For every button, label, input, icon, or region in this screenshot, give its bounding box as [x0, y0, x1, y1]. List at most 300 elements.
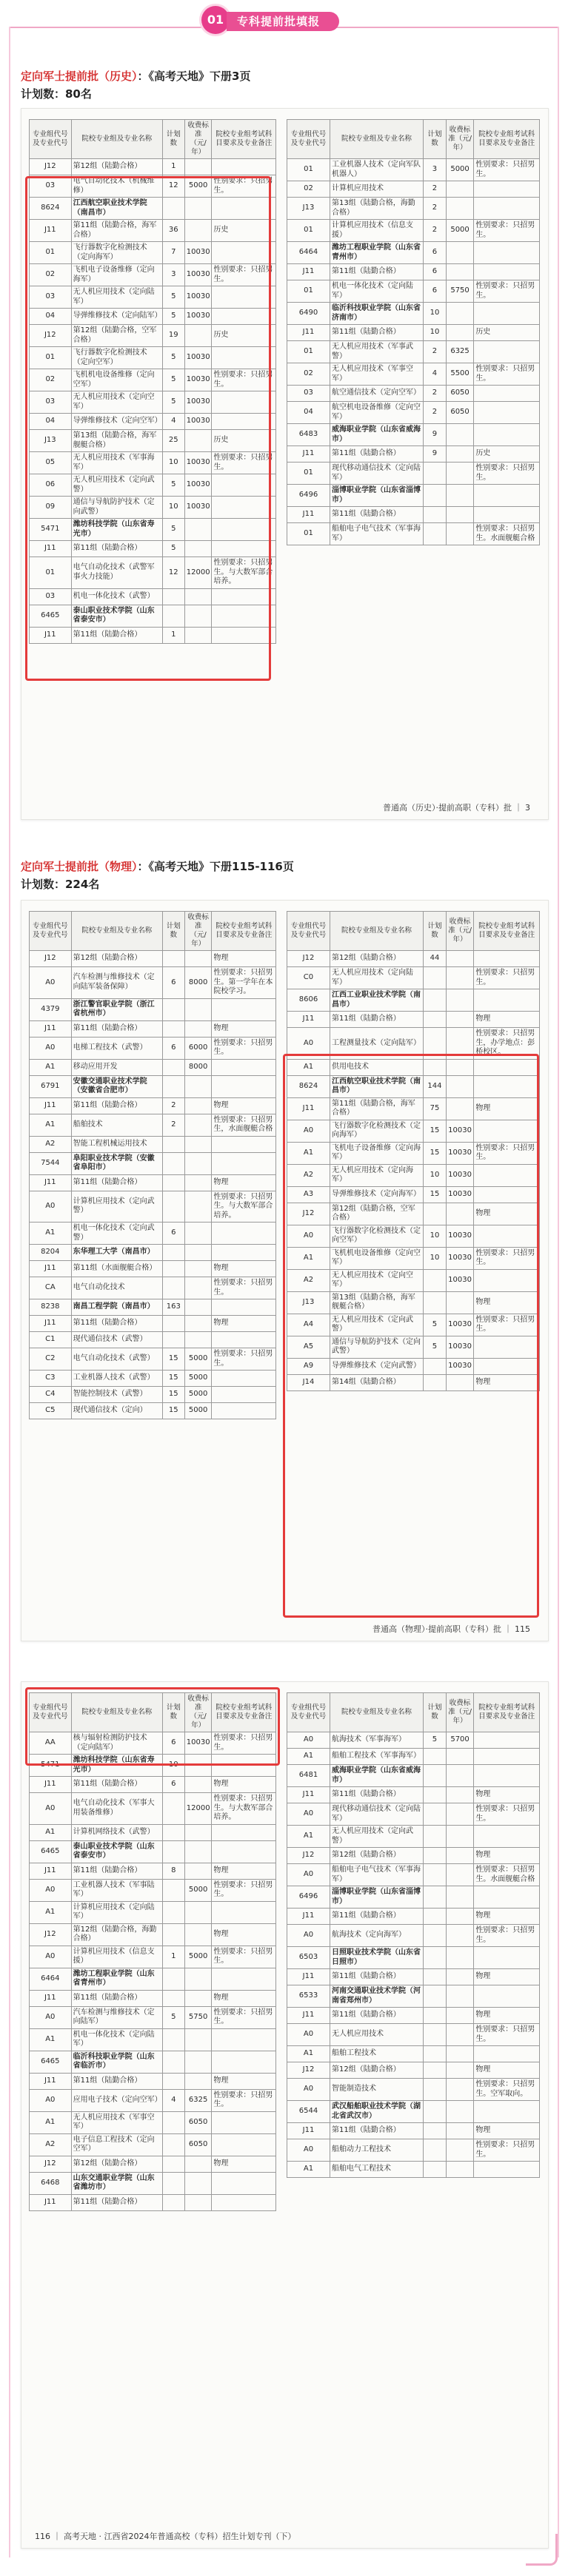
physics-heading — [21, 858, 294, 874]
table-cell: 2 — [424, 198, 447, 220]
table-cell — [212, 1299, 276, 1316]
table-cell — [212, 474, 276, 497]
table-cell: 电气自动化技术（武警军事火力技能） — [71, 557, 162, 589]
column-header: 计划数 — [162, 120, 184, 159]
table-cell: J11 — [287, 2008, 330, 2024]
table-row — [287, 2162, 540, 2178]
table-cell — [184, 519, 212, 541]
table-cell: 6050 — [184, 2111, 212, 2133]
table-cell: 南昌工程学院（南昌市） — [71, 1299, 162, 1316]
table-cell — [162, 998, 184, 1020]
table-cell: 飞行器数字化检测技术（定向空军） — [71, 347, 162, 369]
table-cell: 性别要求：只招男生。 — [212, 1879, 276, 1901]
table-cell — [162, 2028, 184, 2051]
table-cell: A1 — [287, 2162, 330, 2178]
table-cell: 02 — [287, 181, 330, 198]
table-cell: 现代通信技术（武警） — [71, 1332, 162, 1348]
table-cell: J11 — [30, 2073, 72, 2089]
table-cell: 现代通信技术（定向） — [71, 1403, 162, 1419]
table-row — [30, 2111, 276, 2133]
table-cell: 智能控制技术（武警） — [71, 1387, 162, 1403]
history-plan: 计划数：80名 — [21, 87, 92, 101]
physics2-right-table — [287, 1692, 540, 2178]
frame-corner-decoration — [526, 2534, 558, 2566]
table-cell: 44 — [424, 951, 447, 967]
table-cell — [424, 2062, 447, 2079]
physics2-left-table — [29, 1692, 276, 2211]
table-row — [287, 485, 540, 507]
table-cell: 5750 — [184, 2006, 212, 2028]
table-cell — [424, 967, 447, 989]
column-header: 收费标准（元/年） — [446, 1693, 474, 1732]
table-cell: 6 — [162, 1223, 184, 1245]
table-cell: 10030 — [184, 264, 212, 286]
physics-right-column — [287, 911, 540, 1391]
table-cell — [446, 2008, 474, 2024]
table-cell: 汽车检测与维修技术（定向陆军） — [71, 2006, 162, 2028]
table-cell: 无人机应用技术（定向陆军） — [71, 286, 162, 309]
table-cell — [446, 1985, 474, 2008]
table-cell: 6 — [162, 1037, 184, 1059]
table-cell: J11 — [30, 1097, 72, 1114]
table-cell — [184, 1901, 212, 1923]
table-cell: 5 — [162, 474, 184, 497]
table-cell: 性别要求：只招男生。 — [212, 2089, 276, 2111]
table-cell — [162, 2111, 184, 2133]
history-page-footer: 普通高（历史）·提前高职（专科）批 ｜ 3 — [383, 803, 530, 813]
table-cell — [162, 1840, 184, 1863]
table-cell — [184, 1114, 212, 1136]
table-cell: 7 — [162, 242, 184, 264]
table-cell: 第12组（陆勤合格，海勤合格） — [71, 1923, 162, 1946]
table-cell — [474, 1120, 540, 1142]
table-row — [287, 463, 540, 485]
table-cell — [446, 1947, 474, 1969]
table-cell: 9 — [424, 446, 447, 463]
table-cell: 2 — [162, 1114, 184, 1136]
table-cell — [162, 2073, 184, 2089]
table-cell — [212, 519, 276, 541]
table-cell — [162, 1316, 184, 1332]
table-cell: A0 — [30, 1037, 72, 1059]
table-cell: 性别要求：只招男生。水面舰艇合格 — [474, 523, 540, 545]
table-cell: 物理 — [474, 1203, 540, 1225]
table-cell: 性别要求：只招男生。 — [212, 1348, 276, 1371]
table-cell — [474, 2162, 540, 2178]
table-cell: C0 — [287, 967, 330, 989]
table-cell — [424, 2024, 447, 2046]
table-cell: 01 — [30, 557, 72, 589]
table-cell: 6496 — [287, 485, 330, 507]
table-cell: 航空通信技术（定向空军） — [330, 386, 423, 402]
table-cell: 10030 — [446, 1269, 474, 1291]
table-cell: 10 — [424, 1164, 447, 1186]
table-cell: 10030 — [184, 1732, 212, 1755]
table-cell — [446, 2062, 474, 2079]
table-cell: 计算机应用技术（信息支援） — [330, 220, 423, 242]
table-cell: 物理 — [474, 2008, 540, 2024]
table-cell: 通信与导航防护技术（定向武警） — [71, 497, 162, 519]
table-cell: 10030 — [184, 474, 212, 497]
table-row — [287, 1247, 540, 1269]
table-cell: 5000 — [184, 1946, 212, 1968]
table-cell — [162, 588, 184, 605]
column-header: 院校专业组考试科目要求及专业备注 — [474, 120, 540, 159]
table-cell: 计算机应用技术 — [330, 181, 423, 198]
table-row — [287, 1142, 540, 1164]
table-cell: 日照职业技术学院（山东省日照市） — [330, 1947, 423, 1969]
table-cell — [474, 1269, 540, 1291]
table-cell: 12 — [162, 175, 184, 198]
table-row — [30, 1348, 276, 1371]
table-cell: 性别要求：只招男生。 — [474, 1314, 540, 1336]
table-cell — [446, 264, 474, 280]
table-cell: A1 — [30, 2111, 72, 2133]
table-row — [30, 1793, 276, 1825]
table-cell: 4 — [424, 363, 447, 386]
table-cell: A1 — [287, 1247, 330, 1269]
table-cell: 物理 — [474, 1909, 540, 1925]
table-cell: 7544 — [30, 1152, 72, 1174]
table-cell: J12 — [287, 2062, 330, 2079]
table-cell: 临沂科技职业学院（山东省临沂市） — [71, 2051, 162, 2073]
table-row — [287, 424, 540, 446]
table-cell: 船舶电子电气技术（军事海军） — [330, 523, 423, 545]
table-row — [30, 588, 276, 605]
table-cell — [184, 1174, 212, 1191]
table-row — [287, 1075, 540, 1097]
table-cell: 10 — [162, 497, 184, 519]
table-cell: 第12组（陆勤合格，空军合格） — [71, 325, 162, 347]
column-header: 院校专业组考试科目要求及专业备注 — [212, 120, 276, 159]
table-cell: 5500 — [446, 363, 474, 386]
table-cell — [424, 1826, 447, 1848]
table-cell: 江西航空职业技术学院（南昌市） — [330, 1075, 423, 1097]
table-cell — [446, 1787, 474, 1803]
table-cell: 03 — [287, 386, 330, 402]
table-cell: 15 — [162, 1403, 184, 1419]
table-cell — [424, 1969, 447, 1985]
table-cell: A1 — [287, 1749, 330, 1765]
table-cell — [212, 414, 276, 430]
table-row — [30, 430, 276, 452]
table-cell: 第11组（陆勤合格） — [330, 1909, 423, 1925]
table-cell: 3 — [424, 159, 447, 181]
table-cell: A0 — [287, 1864, 330, 1886]
table-row — [287, 242, 540, 264]
table-cell: 性别要求：只招男生。 — [474, 220, 540, 242]
table-cell: 性别要求：只招男生。 — [212, 175, 276, 198]
physics-left-column — [29, 911, 276, 1419]
table-cell: 2 — [424, 181, 447, 198]
table-cell: 第11组（陆勤合格） — [71, 541, 162, 557]
table-cell: 船舶工程技术（军事海军） — [330, 1749, 423, 1765]
table-cell: 5 — [162, 286, 184, 309]
table-cell: 飞机机电设备维修（定向空军） — [330, 1247, 423, 1269]
table-cell: 01 — [30, 347, 72, 369]
column-header: 收费标准（元/年） — [184, 912, 212, 951]
table-cell — [212, 2051, 276, 2073]
table-cell: 6468 — [30, 2172, 72, 2194]
table-cell — [424, 1886, 447, 1909]
table-row — [287, 2101, 540, 2123]
table-cell — [162, 1059, 184, 1075]
table-cell: 第11组（陆勤合格） — [71, 1174, 162, 1191]
table-cell: 03 — [30, 175, 72, 198]
table-cell — [184, 2073, 212, 2089]
table-row — [30, 605, 276, 627]
table-cell — [424, 1291, 447, 1314]
table-cell: 电子信息工程技术（定向空军） — [71, 2133, 162, 2156]
column-header: 专业组代号及专业代号 — [287, 912, 330, 951]
table-cell — [474, 1358, 540, 1374]
table-cell — [446, 424, 474, 446]
table-row — [30, 1332, 276, 1348]
table-cell: C5 — [30, 1403, 72, 1419]
table-row — [30, 1371, 276, 1387]
table-cell — [474, 386, 540, 402]
table-cell — [184, 1777, 212, 1793]
table-cell: A1 — [30, 1059, 72, 1075]
table-cell: 物理 — [212, 1863, 276, 1879]
table-row — [287, 159, 540, 181]
table-cell: 8624 — [287, 1075, 330, 1097]
table-cell: 12 — [162, 557, 184, 589]
table-cell: A0 — [287, 1028, 330, 1060]
table-row — [30, 1299, 276, 1316]
table-row — [30, 1403, 276, 1419]
table-cell: A0 — [287, 1120, 330, 1142]
table-cell: 电气自动化技术（武警） — [71, 1348, 162, 1371]
table-row — [287, 2008, 540, 2024]
table-cell: 02 — [30, 369, 72, 391]
table-cell: 4379 — [30, 998, 72, 1020]
table-row — [287, 446, 540, 463]
table-row — [287, 1358, 540, 1374]
table-cell — [474, 1164, 540, 1186]
table-cell: 10030 — [446, 1225, 474, 1247]
table-cell — [446, 507, 474, 523]
table-cell: J11 — [287, 264, 330, 280]
column-header: 计划数 — [424, 1693, 447, 1732]
table-row — [287, 198, 540, 220]
table-cell — [474, 1947, 540, 1969]
table-cell: 物理 — [212, 1174, 276, 1191]
table-cell — [162, 1174, 184, 1191]
physics2-page-footer: 116 ｜ 高考天地 · 江西省2024年普通高校（专科）招生计划专刊（下） — [35, 2532, 296, 2541]
table-row — [30, 951, 276, 967]
table-cell — [184, 1191, 212, 1223]
column-header: 专业组代号及专业代号 — [30, 912, 72, 951]
table-cell: 10 — [162, 452, 184, 474]
table-cell: 4 — [162, 414, 184, 430]
table-cell: 电气自动化技术（机械维修） — [71, 175, 162, 198]
table-cell: J12 — [287, 1203, 330, 1225]
history-right-column — [287, 119, 540, 545]
table-cell — [184, 220, 212, 242]
table-cell: 无人机应用技术（定向空军） — [71, 391, 162, 414]
table-cell: 10 — [424, 303, 447, 325]
table-cell: 性别要求：只招男生。 — [474, 2024, 540, 2046]
table-cell: 无人机应用技术（定向武警） — [330, 1826, 423, 1848]
table-cell: 05 — [30, 452, 72, 474]
table-cell — [446, 1059, 474, 1075]
table-cell: 性别要求：只招男生。 — [474, 1142, 540, 1164]
table-row — [30, 1863, 276, 1879]
table-cell: A0 — [287, 1225, 330, 1247]
header-banner — [0, 0, 568, 52]
table-row — [30, 2133, 276, 2156]
table-row — [287, 1059, 540, 1075]
table-cell — [424, 989, 447, 1012]
table-cell: 6 — [424, 280, 447, 303]
table-cell: 第11组（陆勤合格） — [330, 2008, 423, 2024]
table-cell: 武汉船舶职业技术学院（湖北省武汉市） — [330, 2101, 423, 2123]
table-row — [287, 967, 540, 989]
table-cell: 6503 — [287, 1947, 330, 1969]
table-cell — [212, 2028, 276, 2051]
table-cell: 12000 — [184, 1793, 212, 1825]
table-cell: A2 — [30, 1136, 72, 1152]
table-cell — [212, 2194, 276, 2210]
table-cell — [446, 485, 474, 507]
table-cell: 第11组（陆勤合格） — [71, 1990, 162, 2006]
table-row — [287, 951, 540, 967]
table-cell: J11 — [30, 1261, 72, 1277]
table-cell: 04 — [30, 309, 72, 325]
table-cell: C2 — [30, 1348, 72, 1371]
table-cell — [162, 1277, 184, 1299]
table-cell — [474, 485, 540, 507]
table-cell — [184, 2051, 212, 2073]
table-cell: 01 — [30, 242, 72, 264]
table-cell: 第11组（陆勤合格） — [330, 325, 423, 341]
table-cell: 6533 — [287, 1985, 330, 2008]
table-cell — [212, 391, 276, 414]
table-cell — [212, 1968, 276, 1990]
table-cell: 第12组（陆勤合格） — [71, 159, 162, 175]
table-cell: 5 — [162, 2006, 184, 2028]
table-cell: 飞机电子设备维修（定向海军） — [71, 264, 162, 286]
table-cell: 10030 — [184, 391, 212, 414]
table-cell: 10030 — [184, 497, 212, 519]
table-cell: 75 — [424, 1097, 447, 1120]
table-cell — [446, 967, 474, 989]
table-cell: 性别要求：只招男生。 — [474, 967, 540, 989]
table-cell: A0 — [30, 967, 72, 999]
table-cell: 6 — [162, 967, 184, 999]
table-row — [30, 1732, 276, 1755]
table-cell — [212, 286, 276, 309]
table-row — [287, 1803, 540, 1826]
table-cell: J11 — [30, 1990, 72, 2006]
table-row — [287, 181, 540, 198]
table-cell: 潍坊工程职业学院（山东省青州市） — [71, 1968, 162, 1990]
table-cell: 15 — [424, 1120, 447, 1142]
table-row — [30, 1152, 276, 1174]
table-cell: 物理 — [212, 1261, 276, 1277]
table-cell — [474, 1059, 540, 1075]
table-row — [287, 1886, 540, 1909]
table-cell: 性别要求：只招男生。第一学年在本院校学习。 — [212, 967, 276, 999]
table-cell: J13 — [287, 1291, 330, 1314]
table-cell: 无人机应用技术（定向陆军） — [330, 967, 423, 989]
table-cell: J11 — [287, 325, 330, 341]
table-cell — [184, 1075, 212, 1097]
table-cell: 性别要求：只招男生。 — [474, 280, 540, 303]
column-header: 专业组代号及专业代号 — [30, 120, 72, 159]
table-row — [30, 347, 276, 369]
table-row — [287, 303, 540, 325]
table-cell: 潍坊科技学院（山东省寿光市） — [71, 519, 162, 541]
history-heading-rest: ：《高考天地》下册3页 — [137, 70, 251, 83]
table-cell: 6050 — [446, 402, 474, 424]
table-row — [30, 309, 276, 325]
column-header: 院校专业组考试科目要求及专业备注 — [212, 912, 276, 951]
table-cell — [212, 1136, 276, 1152]
table-cell — [424, 523, 447, 545]
table-cell: A0 — [287, 2079, 330, 2101]
table-cell: J11 — [287, 1097, 330, 1120]
table-cell — [184, 1223, 212, 1245]
table-cell — [184, 627, 212, 643]
table-cell — [474, 341, 540, 363]
table-cell: 物理 — [212, 2073, 276, 2089]
table-cell — [446, 1864, 474, 1886]
table-cell: 飞行器数字化检测技术（定向海军） — [330, 1120, 423, 1142]
table-cell: A0 — [287, 1803, 330, 1826]
table-row — [30, 1245, 276, 1261]
table-cell: 物理 — [474, 1291, 540, 1314]
table-cell: 导弹维修技术（定向武警） — [330, 1358, 423, 1374]
column-header: 院校专业组及专业名称 — [71, 120, 162, 159]
table-cell: 5 — [424, 1732, 447, 1749]
table-row — [287, 1787, 540, 1803]
table-cell: 6464 — [30, 1968, 72, 1990]
table-cell: J13 — [30, 430, 72, 452]
table-cell: 15 — [162, 1348, 184, 1371]
table-row — [30, 474, 276, 497]
table-cell: 山东交通职业学院（山东省潍坊市） — [71, 2172, 162, 2194]
table-row — [30, 1923, 276, 1946]
table-cell: 6464 — [287, 242, 330, 264]
table-cell: 01 — [287, 280, 330, 303]
history-right-table — [287, 119, 540, 545]
table-cell: 潍坊科技学院（山东省寿光市） — [71, 1755, 162, 1777]
table-cell: J12 — [30, 1923, 72, 1946]
table-cell: A1 — [30, 1901, 72, 1923]
table-cell: A1 — [30, 1223, 72, 1245]
table-cell — [474, 2046, 540, 2062]
table-cell: 10 — [162, 1755, 184, 1777]
table-cell: 15 — [162, 1371, 184, 1387]
table-row — [30, 1387, 276, 1403]
table-cell: A0 — [287, 2024, 330, 2046]
table-cell: J11 — [30, 1020, 72, 1037]
table-cell: A1 — [287, 1826, 330, 1848]
table-cell — [474, 242, 540, 264]
table-cell: 5471 — [30, 1755, 72, 1777]
table-cell: 安徽交通职业技术学院（安徽省合肥市） — [71, 1075, 162, 1097]
table-cell: 物理 — [474, 1969, 540, 1985]
table-cell: 物理 — [474, 2062, 540, 2079]
table-cell: 汽车检测与维修技术（定向陆军装备保障） — [71, 967, 162, 999]
table-cell: 第11组（陆勤合格，海军合格） — [71, 220, 162, 242]
table-cell: 2 — [424, 402, 447, 424]
table-cell: J12 — [287, 951, 330, 967]
table-cell — [446, 1203, 474, 1225]
table-cell — [474, 402, 540, 424]
